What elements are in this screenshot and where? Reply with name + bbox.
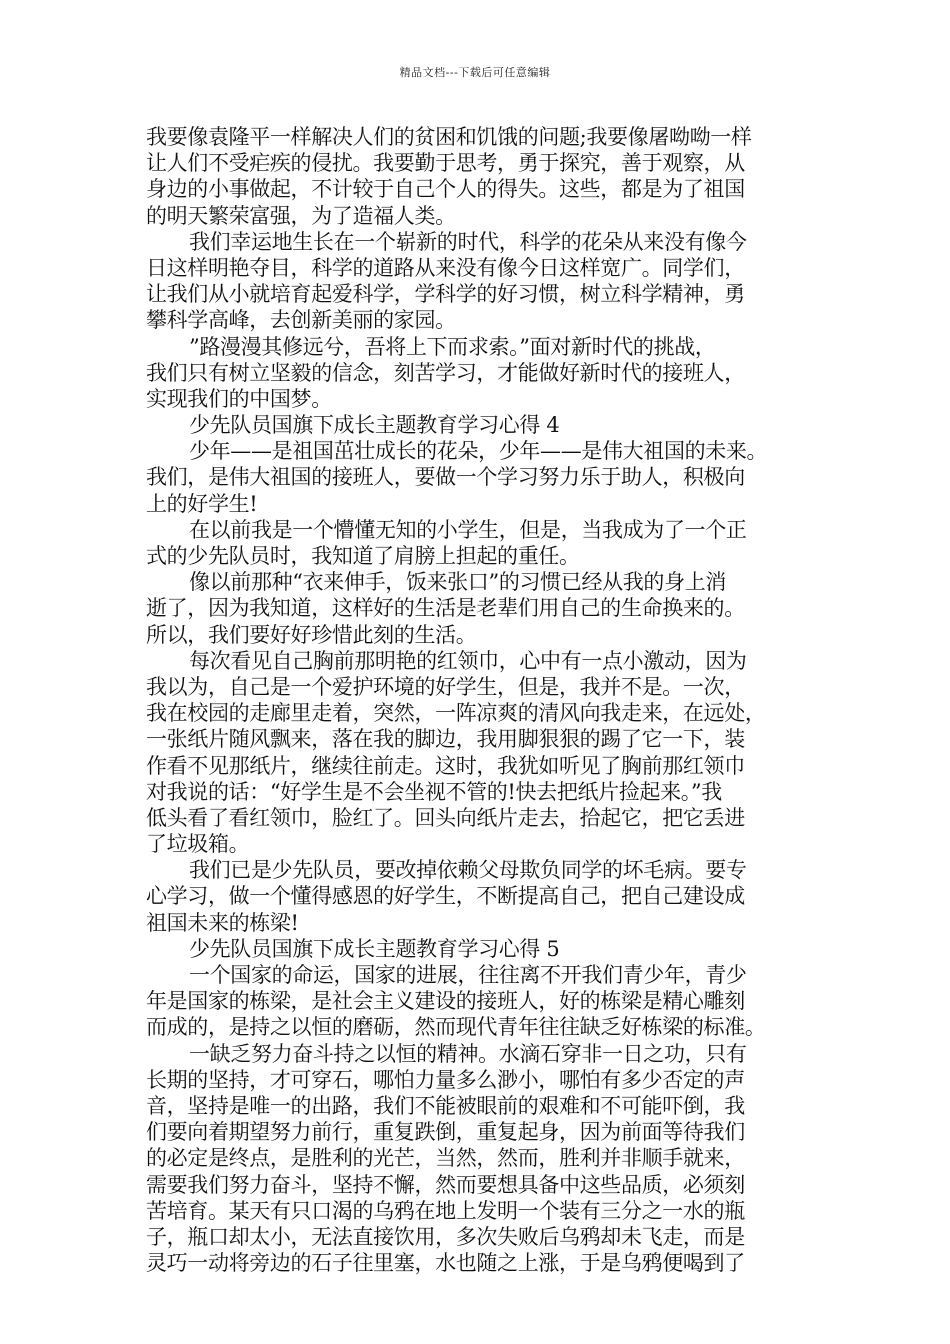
text-line: 心学习，做一个懂得感恩的好学生，不断提高自己，把自己建设成 — [146, 884, 745, 909]
text-line: 上的好学生! — [146, 491, 258, 516]
text-line: 子，瓶口却太小，无法直接饮用，多次失败后乌鸦却未飞走，而是 — [146, 1224, 745, 1249]
text-line: 音，坚持是唯一的出路，我们不能被眼前的艰难和不可能吓倒，我 — [146, 1093, 745, 1118]
text-line: 少年——是祖国茁壮成长的花朵，少年——是伟大祖国的未来。 — [189, 439, 768, 464]
text-line: 长期的坚持，才可穿石，哪怕力量多么渺小，哪怕有多少否定的声 — [146, 1067, 745, 1092]
text-line: 的必定是终点，是胜利的光芒，当然，然而，胜利并非顺手就来， — [146, 1146, 745, 1171]
page-header: 精品文档---下载后可任意编辑 — [399, 66, 551, 79]
text-line: 实现我们的中国梦。 — [146, 386, 332, 411]
text-line: 一张纸片随风飘来，落在我的脚边，我用脚狠狠的踢了它一下，装 — [146, 727, 745, 752]
text-line: 在以前我是一个懵懂无知的小学生，但是，当我成为了一个正 — [189, 517, 747, 542]
text-line: 年是国家的栋梁，是社会主义建设的接班人，好的栋梁是精心雕刻 — [146, 989, 745, 1014]
text-line: 低头看了看红领巾，脸红了。回头向纸片走去，拾起它，把它丢进 — [146, 805, 745, 830]
text-line: 苦培育。某天有只口渴的乌鸦在地上发明一个装有三分之一水的瓶 — [146, 1198, 745, 1223]
text-line: 我要像袁隆平一样解决人们的贫困和饥饿的问题;我要像屠呦呦一样 — [146, 125, 752, 149]
text-line: 身边的小事做起，不计较于自己个人的得失。这些，都是为了祖国 — [146, 177, 745, 202]
text-line: 我们幸运地生长在一个崭新的时代，科学的花朵从来没有像今 — [189, 229, 747, 254]
text-line: 对我说的话：“好学生是不会坐视不管的!快去把纸片捡起来。”我 — [146, 779, 722, 804]
text-line: 我们，是伟大祖国的接班人，要做一个学习努力乐于助人，积极向 — [146, 465, 745, 490]
text-line: 攀科学高峰，去创新美丽的家园。 — [146, 308, 456, 333]
text-line: ”路漫漫其修远兮，吾将上下而求索。”面对新时代的挑战， — [189, 334, 716, 359]
text-line: 作看不见那纸片，继续往前走。这时，我犹如听见了胸前那红领巾 — [146, 753, 745, 778]
text-line: 让我们从小就培育起爱科学，学科学的好习惯，树立科学精神，勇 — [146, 282, 745, 307]
text-line: 日这样明艳夺目，科学的道路从来没有像今日这样宽广。同学们， — [146, 255, 745, 280]
text-line: 我们只有树立坚毅的信念，刻苦学习，才能做好新时代的接班人， — [146, 360, 745, 385]
text-line: 而成的，是持之以恒的磨砺，然而现代青年往往缺乏好栋梁的标准。 — [146, 1015, 766, 1040]
text-line: 祖国未来的栋梁! — [146, 910, 299, 935]
text-line: 每次看见自己胸前那明艳的红领巾，心中有一点小激动，因为 — [189, 648, 747, 673]
text-line: 少先队员国旗下成长主题教育学习心得 5 — [189, 936, 560, 961]
text-line: 们要向着期望努力前行，重复跌倒，重复起身，因为前面等待我们 — [146, 1120, 745, 1145]
text-line: 逝了，因为我知道，这样好的生活是老辈们用自己的生命换来的。 — [146, 596, 745, 621]
text-line: 让人们不受疟疾的侵扰。我要勤于思考，勇于探究，善于观察，从 — [146, 151, 745, 176]
text-line: 了垃圾箱。 — [146, 832, 250, 857]
text-line: 式的少先队员时，我知道了肩膀上担起的重任。 — [146, 544, 580, 568]
text-line: 灵巧一动将旁边的石子往里塞，水也随之上涨，于是乌鸦便喝到了 — [146, 1251, 745, 1276]
text-line: 少先队员国旗下成长主题教育学习心得 4 — [189, 413, 560, 438]
text-line: 我们已是少先队员，要改掉依赖父母欺负同学的坏毛病。要专 — [189, 858, 747, 883]
text-line: 需要我们努力奋斗，坚持不懈，然而要想具备中这些品质，必须刻 — [146, 1172, 745, 1197]
text-line: 一个国家的命运，国家的进展，往往离不开我们青少年，青少 — [189, 963, 747, 987]
text-line: 所以，我们要好好珍惜此刻的生活。 — [146, 622, 477, 647]
text-line: 我以为，自己是一个爱护环境的好学生，但是，我并不是。一次， — [146, 674, 745, 699]
text-line: 像以前那种“衣来伸手，饭来张口”的习惯已经从我的身上消 — [189, 570, 727, 595]
text-line: 一缺乏努力奋斗持之以恒的精神。水滴石穿非一日之功，只有 — [189, 1041, 747, 1066]
document-body — [146, 124, 826, 1276]
text-line: 的明天繁荣富强，为了造福人类。 — [146, 203, 456, 228]
text-line: 我在校园的走廊里走着，突然，一阵凉爽的清风向我走来，在远处， — [146, 701, 766, 726]
